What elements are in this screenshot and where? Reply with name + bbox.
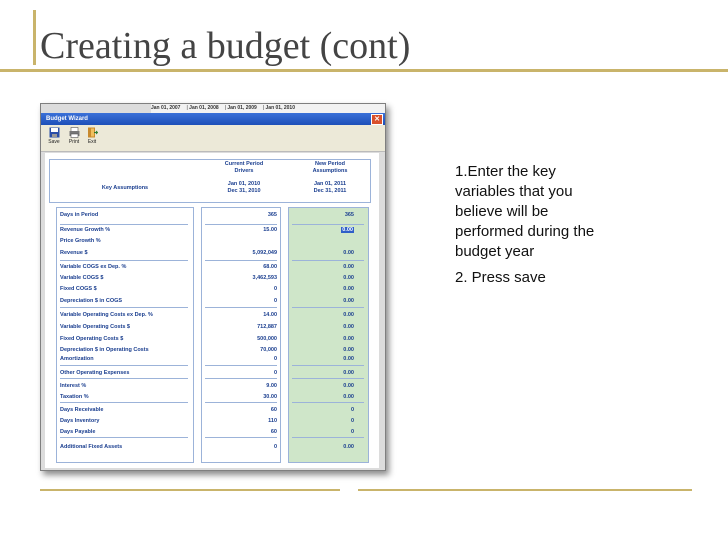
current-value: 0 [273, 286, 277, 292]
new-value-input[interactable]: 0.00 [343, 383, 354, 389]
key-assumptions-label: Key Assumptions [101, 185, 149, 191]
current-period-end: Dec 31, 2010 [227, 188, 261, 194]
row-label: Interest % [60, 383, 87, 389]
row-label: Days Inventory [60, 418, 100, 424]
row-separator [292, 224, 364, 225]
row-label: Variable Operating Costs $ [60, 324, 130, 330]
row-separator [60, 378, 188, 379]
row-label: Variable COGS ex Dep. % [60, 264, 127, 270]
row-label: Variable COGS $ [60, 275, 104, 281]
row-label: Revenue Growth % [60, 227, 111, 233]
save-icon [49, 127, 60, 138]
new-value-input[interactable]: 0.00 [343, 444, 354, 450]
wizard-title: Budget Wizard [46, 116, 88, 122]
row-separator [292, 378, 364, 379]
new-value-input[interactable] [292, 237, 354, 245]
current-value: 9.00 [266, 383, 277, 389]
row-label: Variable Operating Costs ex Dep. % [60, 312, 153, 318]
save-button[interactable] [46, 127, 62, 145]
new-value-input[interactable]: 0.00 [343, 275, 354, 281]
current-value: 3,462,593 [252, 275, 277, 281]
current-value: 68.00 [263, 264, 277, 270]
new-period-end: Dec 31, 2011 [313, 188, 347, 194]
row-label: Fixed Operating Costs $ [60, 336, 124, 342]
new-value-input[interactable]: 0.00 [343, 394, 354, 400]
row-label: Fixed COGS $ [60, 286, 97, 292]
row-separator [292, 402, 364, 403]
exit-icon [87, 127, 98, 138]
new-value-input[interactable]: 0.00 [343, 250, 354, 256]
instruction-step-2: 2. Press save [455, 269, 546, 286]
title-accent-vertical [33, 10, 36, 65]
row-label: Additional Fixed Assets [60, 444, 123, 450]
row-separator [205, 365, 277, 366]
row-separator [292, 307, 364, 308]
background-date: Jan 01, 2008 [189, 105, 219, 111]
row-label: Amortization [60, 356, 94, 362]
current-value: 712,887 [257, 324, 277, 330]
current-value: 365 [267, 212, 277, 218]
new-value-input[interactable] [292, 226, 354, 234]
new-value-input[interactable]: 0 [350, 407, 354, 413]
new-period-start: Jan 01, 2011 [313, 181, 347, 187]
current-period-start: Jan 01, 2010 [227, 181, 261, 187]
new-period-subtitle: Assumptions [312, 168, 348, 174]
background-date-strip: Jan 01, 2007 | Jan 01, 2008 | Jan 01, 2009 | Jan 01, 2010 [151, 104, 385, 113]
row-separator [60, 224, 188, 225]
footer-rule [40, 489, 692, 491]
row-separator [205, 307, 277, 308]
row-label: Revenue $ [60, 250, 88, 256]
save-label: Save [48, 139, 60, 145]
background-date: Jan 01, 2009 [227, 105, 257, 111]
new-period-title: New Period [315, 161, 345, 167]
row-separator [60, 437, 188, 438]
current-value: 110 [268, 418, 277, 424]
wizard-toolbar [41, 125, 385, 152]
current-value: 500,000 [257, 336, 277, 342]
row-separator [205, 437, 277, 438]
current-value: 14.00 [263, 312, 277, 318]
background-date: Jan 01, 2010 [265, 105, 295, 111]
new-value-input[interactable]: 0.00 [343, 336, 354, 342]
current-value: 0 [273, 370, 277, 376]
row-label: Other Operating Expenses [60, 370, 130, 376]
row-separator [60, 260, 188, 261]
current-period-title: Current Period [224, 161, 264, 167]
new-value-input[interactable]: 0.00 [343, 324, 354, 330]
current-value: 60 [270, 407, 277, 413]
budget-wizard-screenshot [40, 103, 386, 471]
current-value: 5,092,049 [252, 250, 277, 256]
instruction-step-1: 1.Enter the key variables that you believe will be performed during the budget year [455, 163, 595, 260]
current-value: 70,000 [260, 347, 277, 353]
current-value: 15.00 [263, 227, 277, 233]
current-value: 30.00 [263, 394, 277, 400]
row-label: Days in Period [60, 212, 99, 218]
print-icon [69, 127, 80, 138]
row-label: Taxation % [60, 394, 89, 400]
row-separator [60, 307, 188, 308]
new-value-input[interactable]: 0.00 [343, 298, 354, 304]
row-label: Price Growth % [60, 238, 101, 244]
print-label: Print [68, 139, 80, 145]
close-button[interactable]: ✕ [371, 114, 383, 125]
row-separator [205, 378, 277, 379]
current-value: 0 [273, 298, 277, 304]
current-period-subtitle: Drivers [234, 168, 254, 174]
exit-label: Exit [87, 139, 97, 145]
row-separator [205, 224, 277, 225]
instruction-list [455, 162, 605, 294]
new-value-input[interactable]: 365 [344, 212, 354, 218]
row-separator [292, 437, 364, 438]
current-value: 60 [270, 429, 277, 435]
row-separator [60, 402, 188, 403]
background-date: Jan 01, 2007 [151, 105, 181, 111]
wizard-titlebar [41, 113, 385, 125]
row-label: Depreciation $ in Operating Costs [60, 347, 149, 353]
exit-button[interactable] [84, 127, 100, 145]
current-value: 0 [273, 444, 277, 450]
new-value-input[interactable]: 0 [350, 418, 354, 424]
current-value [205, 237, 277, 245]
row-separator [292, 365, 364, 366]
key-assumptions-header [49, 159, 371, 203]
wizard-content [45, 153, 379, 468]
new-value-input[interactable]: 0.00 [343, 347, 354, 353]
row-separator [60, 365, 188, 366]
new-value-input[interactable]: 0.00 [343, 312, 354, 318]
print-button[interactable] [66, 127, 82, 145]
new-value-input[interactable]: 0.00 [343, 264, 354, 270]
title-accent-rule [0, 69, 728, 72]
row-label: Days Receivable [60, 407, 104, 413]
new-value-input[interactable]: 0 [350, 429, 354, 435]
new-value-input[interactable]: 0.00 [343, 370, 354, 376]
new-value-input[interactable]: 0.00 [343, 286, 354, 292]
new-value-input[interactable]: 0.00 [343, 356, 354, 362]
slide-title: Creating a budget (cont) [40, 25, 411, 67]
row-separator [292, 260, 364, 261]
row-separator [205, 260, 277, 261]
selected-value: 0.00 [342, 227, 353, 233]
row-separator [205, 402, 277, 403]
row-label: Depreciation $ in COGS [60, 298, 123, 304]
current-value: 0 [273, 356, 277, 362]
row-label: Days Payable [60, 429, 96, 435]
